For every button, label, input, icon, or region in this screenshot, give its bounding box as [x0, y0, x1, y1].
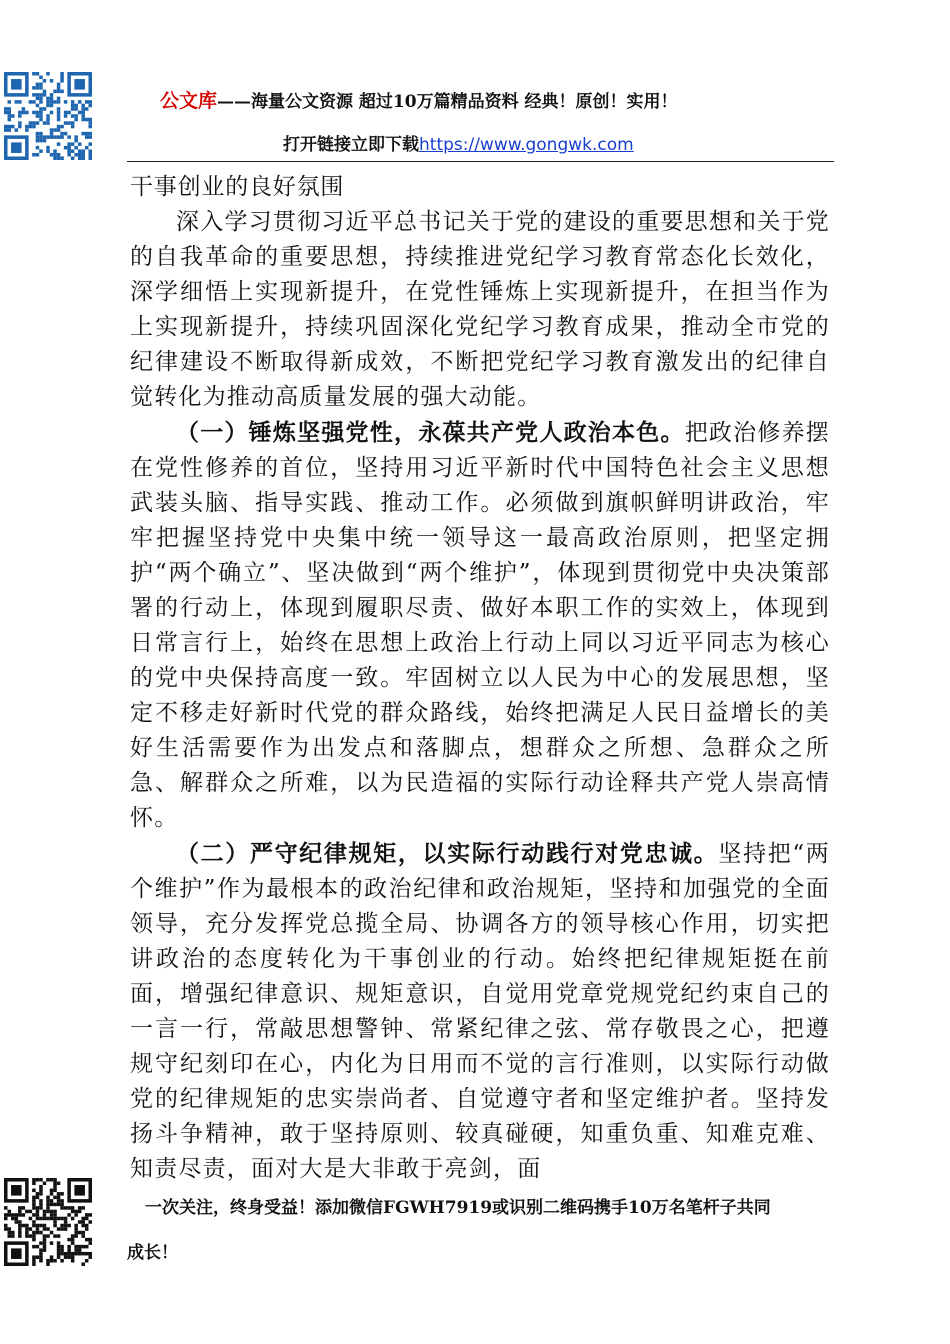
qr-code-icon — [4, 72, 92, 160]
download-label: 打开链接立即下载 — [283, 135, 419, 155]
qr-code-icon — [4, 1178, 92, 1266]
header-banner — [160, 86, 860, 113]
header-tagline: ——海量公文资源 超过10万篇精品资料 经典！原创！实用！ — [217, 92, 678, 112]
section-1-paragraph — [130, 415, 830, 836]
intro-paragraph: 深入学习贯彻习近平总书记关于党的建设的重要思想和关于党的自我革命的重要思想，持续推进党纪学习教育常态化长效化，深学细悟上实现新提升，在党性锤炼上实现新提升，在担当作为上实现新提升，持续巩固深化党纪学习教育成果，推动全市党的纪律建设不断取得新成效，不断把党纪学习教育激发出的纪律自觉转化为推动高质量发展的强大动能。 — [130, 209, 830, 410]
section-2-text: 坚持把“两个维护”作为最根本的政治纪律和政治规矩，坚持和加强党的全面领导，充分发挥党总揽全局、协调各方的领导核心作用，切实把讲政治的态度转化为干事创业的行动。始终把纪律规矩挺在前面，增强纪律意识、规矩意识，自觉用党章党规党纪约束自己的一言一行，常敲思想警钟、常紧纪律之弦、常存敬畏之心，把遵规守纪刻印在心，内化为日用而不觉的言行准则，以实际行动做党的纪律规矩的忠实崇尚者、自觉遵守者和坚定维护者。坚持发扬斗争精神，敢于坚持原则、较真碰硬，知重负重、知难克难、知责尽责，面对大是大非敢于亮剑，面 — [130, 841, 830, 1182]
section-1-text: 把政治修养摆在党性修养的首位，坚持用习近平新时代中国特色社会主义思想武装头脑、指导实践、推动工作。必须做到旗帜鲜明讲政治，牢牢把握坚持党中央集中统一领导这一最高政治原则，把坚定拥护“两个确立”、坚决做到“两个维护”，体现到贯彻党中央决策部署的行动上，体现到履职尽责、做好本职工作的实效上，体现到日常言行上，始终在思想上政治上行动上同以习近平同志为核心的党中央保持高度一致。牢固树立以人民为中心的发展思想，坚定不移走好新时代党的群众路线，始终把满足人民日益增长的美好生活需要作为出发点和落脚点，想群众之所想、急群众之所急、解群众之所难，以为民造福的实际行动诠释共产党人崇高情怀。 — [130, 420, 831, 831]
download-line — [283, 130, 634, 155]
section-2-paragraph — [130, 836, 830, 1187]
download-link[interactable]: https://www.gongwk.com — [419, 135, 634, 155]
section-1-heading: （一）锤炼坚强党性，永葆共产党人政治本色。 — [176, 419, 685, 446]
brand-name[interactable]: 公文库 — [160, 90, 218, 112]
lead-fragment: 干事创业的良好氛围 — [130, 174, 345, 200]
document-body — [130, 170, 830, 1187]
footer-promo-end: 成长！ — [127, 1243, 178, 1263]
section-2-heading: （二）严守纪律规矩，以实际行动践行对党忠诚。 — [176, 840, 719, 867]
footer-promo: 一次关注，终身受益！添加微信FGWH7919或识别二维码携手10万名笔杆子共同 — [145, 1198, 771, 1218]
qr-code-bottom-svg — [4, 1178, 92, 1266]
header-divider — [127, 161, 834, 162]
qr-code-top-svg — [4, 72, 92, 160]
